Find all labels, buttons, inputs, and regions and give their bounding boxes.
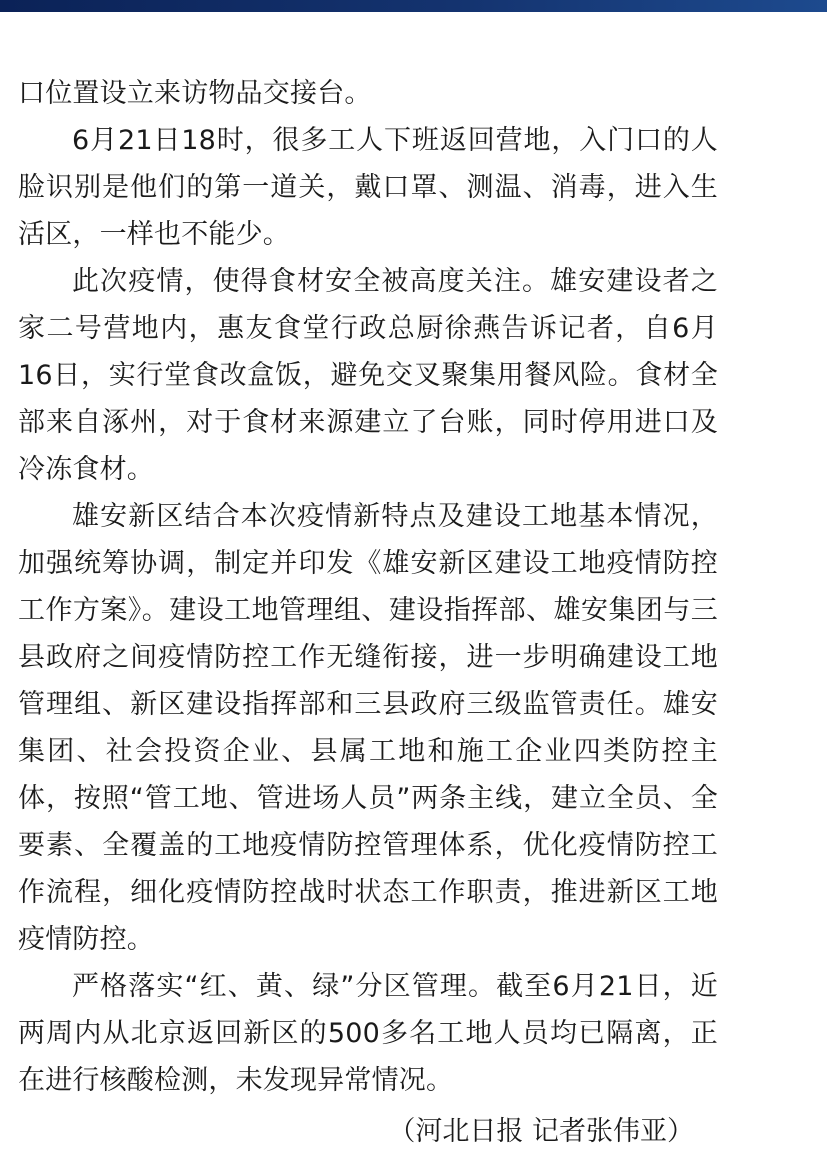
paragraph-coordination: 雄安新区结合本次疫情新特点及建设工地基本情况，加强统筹协调，制定并印发《雄安新区建设工地疫情防控工作方案》。建设工地管理组、建设指挥部、雄安集团与三县政府之间疫情防控工作无缝衔接，进一步明确建设工地管理组、新区建设指挥部和三县政府三级监管责任。雄安集团、社会投资企业、县属工地和施工企业四类防控主体，按照“管工地、管进场人员”两条主线，建立全员、全要素、全覆盖的工地疫情防控管理体系，优化疫情防控工作流程，细化疫情防控战时状态工作职责，推进新区工地疫情防控。 xyxy=(18,501,718,955)
article-body xyxy=(18,70,718,1104)
paragraph-continuation: 口位置设立来访物品交接台。 xyxy=(18,78,372,109)
top-banner-bar xyxy=(0,0,827,12)
paragraph-food-safety: 此次疫情，使得食材安全被高度关注。雄安建设者之家二号营地内，惠友食堂行政总厨徐燕告诉记者，自6月16日，实行堂食改盒饭，避免交叉聚集用餐风险。食材全部来自涿州，对于食材来源建立了台账，同时停用进口及冷冻食材。 xyxy=(18,266,718,485)
paragraph-worker-return: 6月21日18时，很多工人下班返回营地，入门口的人脸识别是他们的第一道关，戴口罩、测温、消毒，进入生活区，一样也不能少。 xyxy=(18,125,718,250)
article-byline: （河北日报 记者张伟亚） xyxy=(388,1116,694,1147)
paragraph-zoning: 严格落实“红、黄、绿”分区管理。截至6月21日，近两周内从北京返回新区的500多名工地人员均已隔离，正在进行核酸检测，未发现异常情况。 xyxy=(18,971,718,1096)
